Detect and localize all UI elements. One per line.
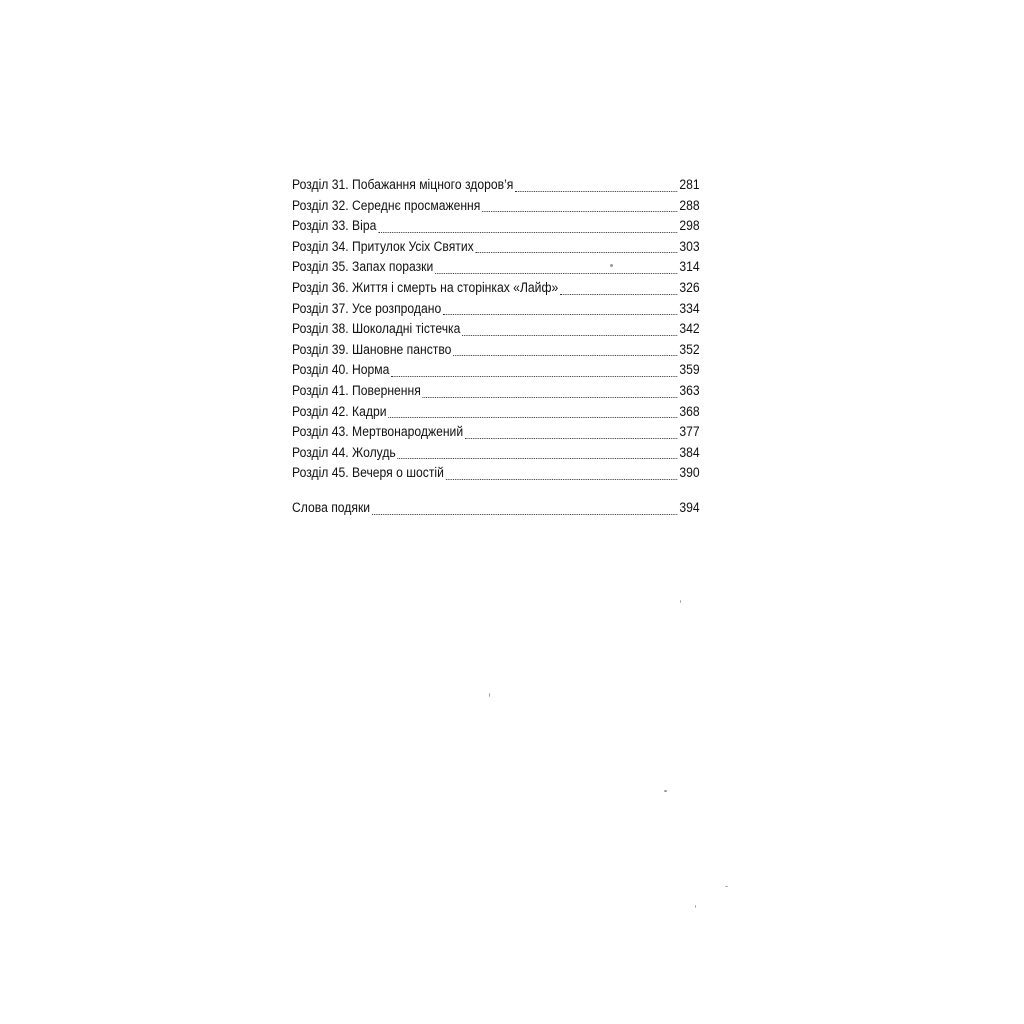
scan-speck bbox=[695, 905, 696, 908]
toc-dot-leader bbox=[378, 232, 677, 233]
toc-entry-page-number: 298 bbox=[679, 218, 700, 234]
toc-entry-page-number: 326 bbox=[679, 279, 700, 295]
toc-dot-leader bbox=[476, 252, 678, 253]
toc-entry-chapter-38 bbox=[292, 319, 700, 340]
toc-entry-title: Розділ 42. Кадри bbox=[292, 403, 387, 419]
toc-entry-chapter-41 bbox=[292, 381, 700, 402]
toc-entry-title: Розділ 45. Вечеря о шостій bbox=[292, 465, 444, 481]
toc-dot-leader bbox=[446, 479, 678, 480]
toc-dot-leader bbox=[435, 273, 678, 274]
toc-entry-page-number: 394 bbox=[679, 499, 700, 515]
toc-entry-chapter-45 bbox=[292, 463, 700, 484]
toc-dot-leader bbox=[482, 211, 677, 212]
toc-entry-page-number: 281 bbox=[679, 177, 700, 192]
toc-entry-chapter-39 bbox=[292, 340, 700, 361]
toc-section-spacer bbox=[292, 484, 700, 498]
toc-dot-leader bbox=[423, 397, 678, 398]
toc-dot-leader bbox=[560, 294, 678, 295]
toc-dot-leader bbox=[398, 458, 678, 459]
toc-entry-page-number: 334 bbox=[679, 300, 700, 316]
scan-speck bbox=[680, 600, 681, 603]
toc-entry-title: Розділ 31. Побажання міцного здоров’я bbox=[292, 177, 514, 192]
toc-entry-title: Розділ 38. Шоколадні тістечка bbox=[292, 321, 461, 337]
toc-entry-page-number: 377 bbox=[679, 424, 700, 440]
toc-entry-title: Розділ 35. Запах поразки bbox=[292, 259, 434, 275]
scan-speck bbox=[664, 790, 667, 792]
toc-entry-chapter-40 bbox=[292, 360, 700, 381]
table-of-contents bbox=[292, 175, 700, 519]
toc-entry-title: Розділ 43. Мертвонароджений bbox=[292, 424, 464, 440]
toc-entry-title: Розділ 39. Шановне панство bbox=[292, 341, 452, 357]
toc-entry-title: Розділ 44. Жолудь bbox=[292, 444, 396, 460]
toc-dot-leader bbox=[391, 376, 677, 377]
toc-entry-title: Розділ 33. Віра bbox=[292, 218, 377, 234]
toc-entry-page-number: 384 bbox=[679, 444, 700, 460]
toc-entry-chapter-34 bbox=[292, 237, 700, 258]
toc-entry-page-number: 314 bbox=[679, 259, 700, 275]
toc-entry-chapter-36 bbox=[292, 278, 700, 299]
toc-entry-page-number: 368 bbox=[679, 403, 700, 419]
toc-entry-title: Розділ 41. Повернення bbox=[292, 382, 421, 398]
scan-speck bbox=[610, 264, 613, 267]
toc-entry-title: Слова подяки bbox=[292, 499, 371, 515]
toc-entry-chapter-42 bbox=[292, 402, 700, 423]
toc-entry-page-number: 390 bbox=[679, 465, 700, 481]
toc-entry-chapter-33 bbox=[292, 216, 700, 237]
toc-entry-acknowledgements bbox=[292, 498, 700, 519]
toc-entry-title: Розділ 40. Норма bbox=[292, 362, 390, 378]
toc-entry-page-number: 288 bbox=[679, 197, 700, 213]
toc-entry-title: Розділ 36. Життя і смерть на сторінках «Лайф» bbox=[292, 279, 559, 295]
toc-entry-page-number: 342 bbox=[679, 321, 700, 337]
toc-entry-title: Розділ 32. Середнє просмаження bbox=[292, 197, 481, 213]
toc-dot-leader bbox=[465, 438, 678, 439]
toc-dot-leader bbox=[388, 417, 677, 418]
toc-dot-leader bbox=[372, 514, 678, 515]
toc-dot-leader bbox=[453, 355, 677, 356]
toc-entry-title: Розділ 37. Усе розпродано bbox=[292, 300, 442, 316]
toc-entry-page-number: 359 bbox=[679, 362, 700, 378]
scan-speck bbox=[725, 886, 728, 887]
toc-entry-chapter-32 bbox=[292, 196, 700, 217]
scan-speck bbox=[489, 693, 490, 697]
toc-entry-page-number: 303 bbox=[679, 238, 700, 254]
toc-dot-leader bbox=[515, 191, 677, 192]
toc-entry-page-number: 363 bbox=[679, 382, 700, 398]
toc-dot-leader bbox=[462, 335, 677, 336]
toc-entry-chapter-44 bbox=[292, 443, 700, 464]
toc-entry-title: Розділ 34. Притулок Усіх Святих bbox=[292, 238, 474, 254]
toc-entry-chapter-37 bbox=[292, 299, 700, 320]
toc-entry-chapter-35 bbox=[292, 257, 700, 278]
toc-entry-page-number: 352 bbox=[679, 341, 700, 357]
toc-dot-leader bbox=[443, 314, 678, 315]
toc-entry-chapter-43 bbox=[292, 422, 700, 443]
toc-entry-chapter-31 bbox=[292, 175, 700, 196]
